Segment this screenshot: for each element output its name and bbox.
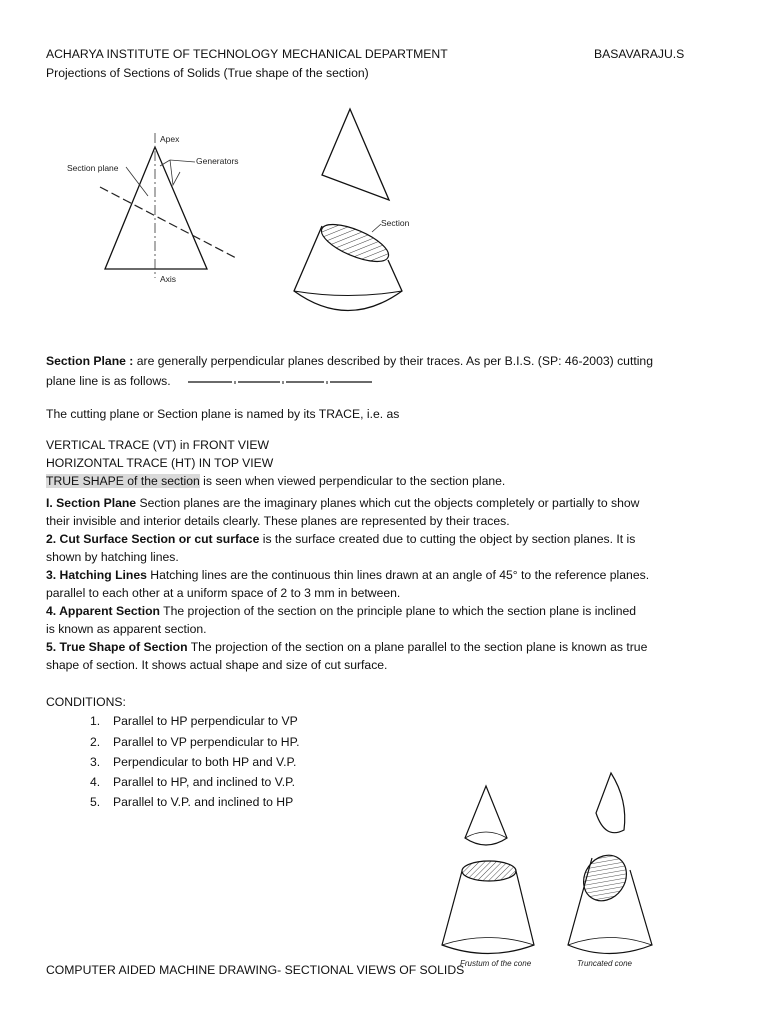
vertical-trace: VERTICAL TRACE (VT) in FRONT VIEW: [46, 438, 270, 452]
list-item-text: Parallel to HP perpendicular to VP: [113, 714, 298, 728]
list-item: 2.: [90, 735, 101, 749]
list-item-text: Parallel to HP, and inclined to V.P.: [113, 775, 296, 789]
definition-line: is known as apparent section.: [46, 622, 207, 636]
label-section-plane: Section plane: [67, 163, 119, 173]
definition-line: 4. Apparent Section The projection of the section on the principle plane to which the section plane is inclined: [46, 604, 637, 618]
list-item: 3.: [90, 755, 101, 769]
true-shape-highlight: TRUE SHAPE of the section: [46, 474, 200, 488]
truncated-hatched-section: [575, 847, 635, 909]
horizontal-trace: HORIZONTAL TRACE (HT) IN TOP VIEW: [46, 456, 274, 470]
true-shape-statement: TRUE SHAPE of the section is seen when viewed perpendicular to the section plane.: [46, 474, 506, 488]
list-item-text: Parallel to VP perpendicular to HP.: [113, 735, 300, 749]
department-name: MECHANICAL DEPARTMENT: [282, 47, 448, 61]
definition-line: their invisible and interior details clearly. These planes are represented by their traces.: [46, 514, 510, 528]
page-footer: COMPUTER AIDED MACHINE DRAWING- SECTIONAL VIEWS OF SOLIDS: [46, 963, 465, 977]
author-name: BASAVARAJU.S: [594, 47, 685, 61]
definition-line: 3. Hatching Lines Hatching lines are the continuous thin lines drawn at an angle of 45° to the reference planes.: [46, 568, 650, 582]
definition-line: 2. Cut Surface Section or cut surface is the surface created due to cutting the object by section planes. It is: [46, 532, 636, 546]
conditions-title: CONDITIONS:: [46, 695, 126, 709]
list-item: 1.: [90, 714, 101, 728]
truncated-removed-tip: [596, 773, 625, 833]
definition-line: parallel to each other at a uniform space of 2 to 3 mm in between.: [46, 586, 401, 600]
list-item: 4.: [90, 775, 101, 789]
frustum-removed-tip: [465, 786, 507, 845]
label-section: Section: [381, 218, 410, 228]
definition-line: shown by hatching lines.: [46, 550, 179, 564]
list-item-text: Perpendicular to both HP and V.P.: [113, 755, 297, 769]
definition-line: shape of section. It shows actual shape and size of cut surface.: [46, 658, 388, 672]
page-subtitle: Projections of Sections of Solids (True shape of the section): [46, 66, 369, 80]
label-truncated: Truncated cone: [577, 959, 632, 968]
label-frustum: Frustum of the cone: [460, 959, 532, 968]
definition-line: I. Section Plane Section planes are the imaginary planes which cut the objects completely or partially to show: [46, 496, 640, 510]
label-axis: Axis: [160, 274, 177, 284]
label-apex: Apex: [160, 134, 180, 144]
list-item: 5.: [90, 795, 101, 809]
institute-name: ACHARYA INSTITUTE OF TECHNOLOGY: [46, 47, 279, 61]
trace-intro: The cutting plane or Section plane is named by its TRACE, i.e. as: [46, 407, 400, 421]
list-item-text: Parallel to V.P. and inclined to HP: [113, 795, 294, 809]
section-plane-paragraph-line2: plane line is as follows.: [46, 374, 372, 389]
section-plane-paragraph-line1: Section Plane : are generally perpendicular planes described by their traces. As per B.I.S. (SP: 46-2003) cutting: [46, 354, 653, 368]
frustum-hatched-top: [462, 861, 516, 881]
label-generators: Generators: [196, 156, 239, 166]
definition-line: 5. True Shape of Section The projection of the section on a plane parallel to the section plane is known as true: [46, 640, 648, 654]
